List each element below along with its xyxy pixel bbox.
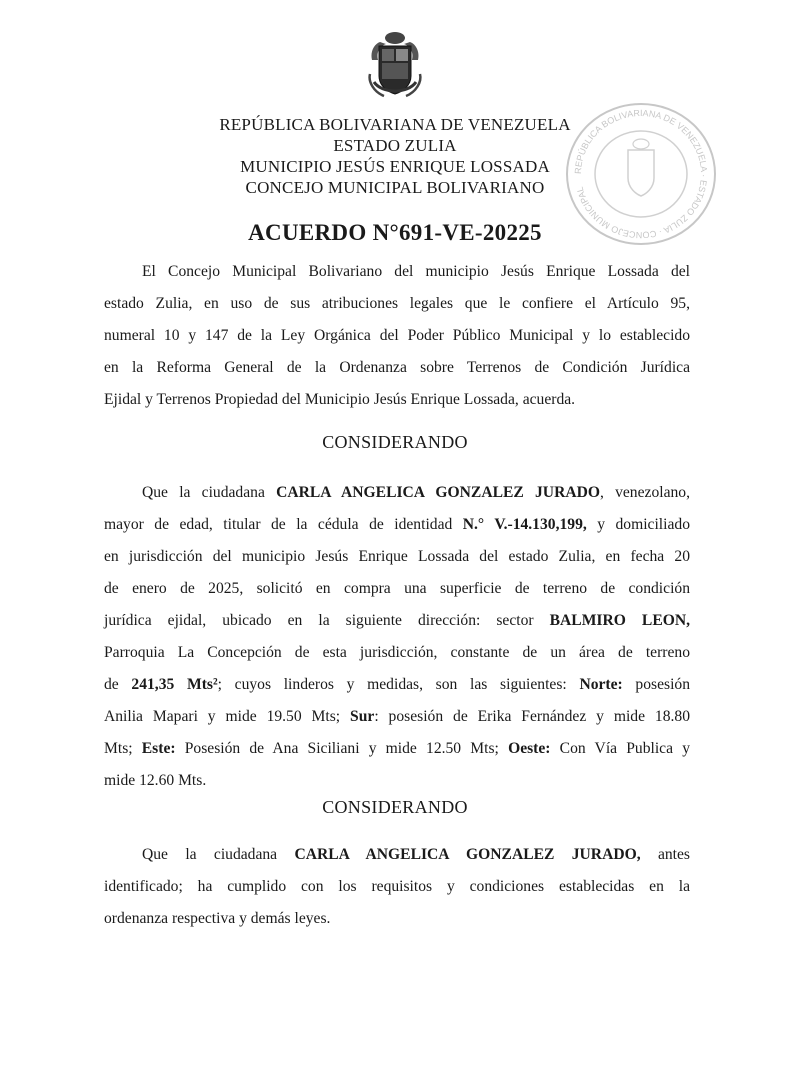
considerando-1-paragraph [104, 477, 690, 797]
id-number: N.° V.-14.130,199, [462, 516, 587, 533]
intro-paragraph [104, 256, 690, 416]
intro-line: El Concejo Municipal Bolivariano del municipio Jesús Enrique Lossada del [142, 263, 690, 280]
letterhead [150, 114, 640, 198]
intro-line: en la Reforma General de la Ordenanza sobre Terrenos de Condición Jurídica [104, 359, 690, 376]
stamp-ring-text: REPÚBLICA BOLIVARIANA DE VENEZUELA · ESTADO ZULIA · CONCEJO MUNICIPAL [572, 107, 710, 241]
sector-name: BALMIRO LEON, [549, 612, 691, 629]
body-line: jurídica ejidal, ubicado en la siguiente dirección: sector BALMIRO LEON, [104, 612, 691, 629]
intro-line: numeral 10 y 147 de la Ley Orgánica del Poder Público Municipal y lo establecido [104, 327, 690, 344]
letterhead-line-republic: REPÚBLICA BOLIVARIANA DE VENEZUELA [219, 115, 571, 134]
body-line: en jurisdicción del municipio Jesús Enrique Lossada del estado Zulia, en fecha 20 [104, 548, 690, 565]
body-line: mide 12.60 Mts. [104, 772, 207, 789]
section-heading-considerando-1: CONSIDERANDO [322, 432, 468, 452]
body-line: Que la ciudadana CARLA ANGELICA GONZALEZ JURADO, venezolano, [142, 484, 690, 501]
body-line: identificado; ha cumplido con los requisitos y condiciones establecidas en la [104, 878, 690, 895]
body-line: Parroquia La Concepción de esta jurisdicción, constante de un área de terreno [104, 644, 690, 661]
body-line: de enero de 2025, solicitó en compra una superficie de terreno de condición [104, 580, 690, 597]
body-line: Mts; Este: Posesión de Ana Siciliani y mide 12.50 Mts; Oeste: Con Vía Publica y [104, 740, 690, 757]
citizen-name: CARLA ANGELICA GONZALEZ JURADO, [294, 846, 641, 863]
coat-of-arms-icon [364, 30, 426, 100]
body-line: Anilia Mapari y mide 19.50 Mts; Sur: posesión de Erika Fernández y mide 18.80 [104, 708, 690, 725]
letterhead-line-state: ESTADO ZULIA [333, 136, 457, 155]
intro-line: estado Zulia, en uso de sus atribuciones legales que le confiere el Artículo 95, [104, 295, 690, 312]
body-line: de 241,35 Mts²; cuyos linderos y medidas, son las siguientes: Norte: posesión [104, 676, 690, 693]
letterhead-line-municipality: MUNICIPIO JESÚS ENRIQUE LOSSADA [240, 157, 550, 176]
section-heading-considerando-2: CONSIDERANDO [322, 797, 468, 817]
body-line: ordenanza respectiva y demás leyes. [104, 910, 331, 927]
letterhead-line-council: CONCEJO MUNICIPAL BOLIVARIANO [245, 178, 545, 197]
area-value: 241,35 Mts² [131, 676, 218, 693]
body-line: mayor de edad, titular de la cédula de identidad N.° V.-14.130,199, y domiciliado [104, 516, 690, 533]
citizen-name: CARLA ANGELICA GONZALEZ JURADO [276, 484, 600, 501]
intro-line: Ejidal y Terrenos Propiedad del Municipio Jesús Enrique Lossada, acuerda. [104, 391, 576, 408]
document-title: ACUERDO N°691-VE-20225 [248, 220, 542, 245]
body-line: Que la ciudadana CARLA ANGELICA GONZALEZ JURADO, antes [142, 846, 690, 863]
considerando-2-paragraph [104, 839, 690, 935]
